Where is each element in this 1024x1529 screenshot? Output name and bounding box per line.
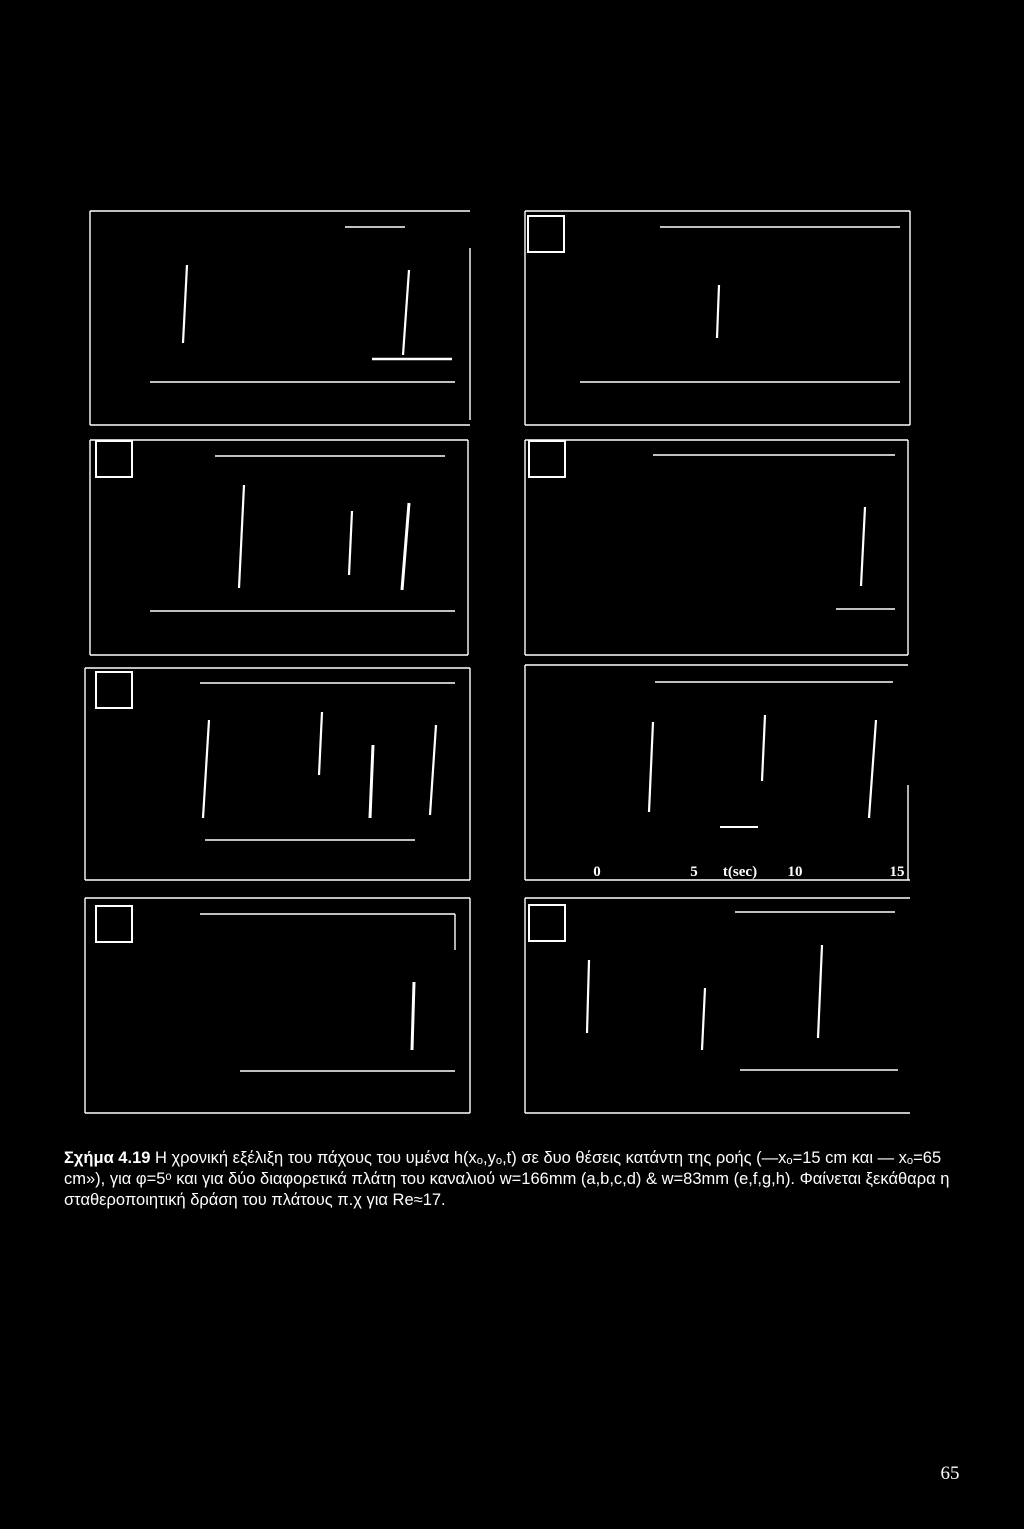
caption-lead: Σχήμα 4.19 <box>64 1149 151 1167</box>
panel-4 <box>525 440 908 655</box>
x-tick-15: 15 <box>889 864 905 880</box>
panel-5 <box>85 668 470 880</box>
panel-3 <box>90 440 468 655</box>
x-tick-10: 10 <box>787 864 803 880</box>
figure-caption <box>64 1148 964 1211</box>
panel-6 <box>525 665 910 880</box>
page-number: 65 <box>940 1463 960 1484</box>
panel-1 <box>90 211 470 425</box>
x-tick-5: 5 <box>690 864 698 880</box>
x-tick-0: 0 <box>593 864 601 880</box>
panel-2 <box>525 211 910 425</box>
caption-text: Η χρονική εξέλιξη του πάχους του υμένα h(xₒ,yₒ,t) σε δυο θέσεις κατάντη της ροής (—xₒ=15 cm και — xₒ=65 cm»), για φ=5ᵒ και για δύο διαφορετικά πλάτη του καναλιού w=166mm (a,b,c,d) & w=83mm (e,f,g,h). Φαίνεται ξεκάθαρα η σταθεροποιητική δράση του πλάτους π.χ για Re≈17. <box>64 1149 950 1209</box>
panel-7 <box>85 898 470 1113</box>
x-axis-label: t(sec) <box>722 864 758 880</box>
panel-8 <box>525 898 910 1113</box>
